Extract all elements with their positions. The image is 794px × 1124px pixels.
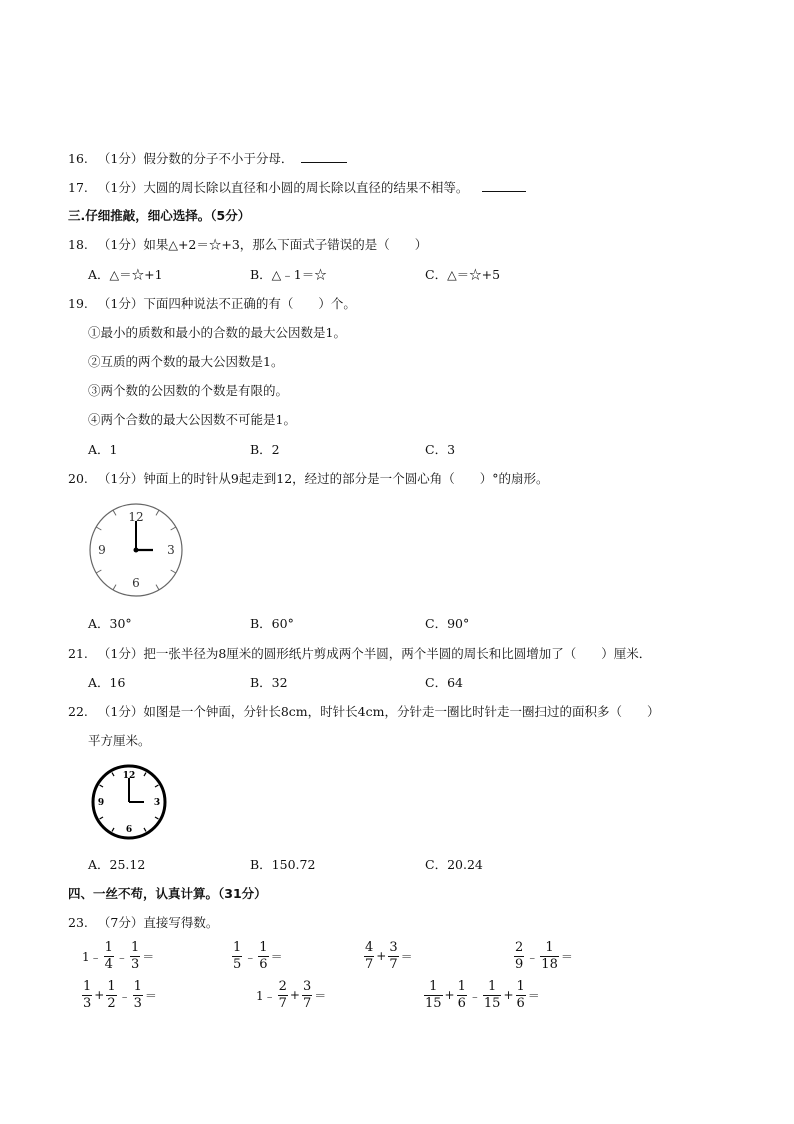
clock-label-12: 12 [128, 510, 144, 524]
q18-option-a[interactable]: A．△＝☆+1 [88, 267, 163, 282]
q19-option-c[interactable]: C．3 [425, 442, 456, 457]
question-16 [68, 152, 347, 166]
calc-expression-2: $\frac{1}{5}$ ﹣ $\frac{1}{6}$ ＝ [233, 940, 283, 972]
clock-tick [144, 773, 146, 776]
question-number: 21. [68, 646, 88, 661]
calc-expression-1: 1﹣ $\frac{1}{4}$ ﹣ $\frac{1}{3}$ ＝ [82, 940, 155, 972]
clock-label-12: 12 [122, 771, 136, 781]
question-text: （1分）下面四种说法不正确的有（ ）个。 [97, 296, 356, 311]
clock-tick [113, 585, 116, 590]
section-4-title: 四、一丝不苟，认真计算。（31分） [68, 886, 267, 901]
question-text: （1分）如果△+2＝☆+3，那么下面式子错误的是（ ） [97, 237, 428, 252]
question-17 [68, 181, 526, 195]
clock-label-3: 3 [167, 543, 175, 557]
fraction: $\frac{1}{18}$ [541, 940, 558, 972]
fraction: $\frac{1}{3}$ [130, 940, 140, 972]
question-number: 18. [68, 237, 88, 252]
fraction: $\frac{3}{7}$ [302, 979, 312, 1011]
fraction: $\frac{1}{15}$ [483, 979, 501, 1011]
clock-label-6: 6 [125, 825, 133, 835]
fraction: $\frac{1}{5}$ [233, 940, 242, 972]
question-21 [68, 648, 651, 661]
answer-blank[interactable] [301, 152, 347, 163]
question-text: （1分）钟面上的时针从9起走到12，经过的部分是一个圆心角（ ）°的扇形。 [97, 471, 549, 486]
q20-option-a[interactable]: A．30° [88, 616, 132, 631]
q18-option-b[interactable]: B．△﹣1＝☆ [250, 267, 327, 282]
q22-option-a[interactable]: A．25.12 [88, 857, 146, 872]
q19-statement-3: ③两个数的公因数的个数是有限的。 [88, 383, 289, 398]
question-23 [68, 917, 218, 930]
question-18 [68, 239, 427, 252]
question-number: 22. [68, 704, 88, 719]
clock-tick [113, 510, 116, 515]
clock-tick [156, 510, 159, 515]
fraction: $\frac{1}{15}$ [425, 979, 442, 1011]
clock-tick [112, 773, 114, 776]
fraction: $\frac{1}{3}$ [83, 979, 92, 1011]
question-text: （1分）大圆的周长除以直径和小圆的周长除以直径的结果不相等。 [97, 180, 469, 195]
fraction: $\frac{1}{6}$ [516, 979, 525, 1011]
q18-option-c[interactable]: C．△＝☆+5 [425, 267, 501, 282]
q19-option-a[interactable]: A．1 [88, 442, 118, 457]
q21-option-b[interactable]: B．32 [250, 675, 288, 690]
clock-tick [112, 828, 114, 831]
question-number: 17. [68, 180, 88, 195]
fraction: $\frac{1}{3}$ [133, 979, 142, 1011]
fraction: $\frac{3}{7}$ [389, 940, 398, 972]
clock-tick [144, 828, 146, 831]
clock-tick [171, 527, 176, 530]
question-22 [68, 706, 659, 719]
q21-option-c[interactable]: C．64 [425, 675, 463, 690]
question-text: （1分）如图是一个钟面，分针长8cm，时针长4cm，分针走一圈比时针走一圈扫过的面积多（ ） [97, 704, 660, 719]
clock-tick [96, 527, 101, 530]
clock-label-9: 9 [98, 543, 106, 557]
clock-tick [155, 817, 158, 819]
fraction: $\frac{1}{4}$ [104, 940, 113, 972]
clock-label-9: 9 [97, 798, 105, 808]
clock-tick [155, 785, 158, 787]
fraction: $\frac{1}{6}$ [259, 940, 268, 972]
clock-tick [171, 570, 176, 573]
question-text: （7分）直接写得数。 [97, 915, 219, 930]
clock-tick [100, 785, 103, 787]
question-22-continued: 平方厘米。 [88, 733, 151, 748]
answer-blank[interactable] [482, 181, 526, 192]
question-number: 20. [68, 471, 88, 486]
fraction: $\frac{1}{2}$ [107, 979, 116, 1011]
calc-expression-3: $\frac{4}{7}$ + $\frac{3}{7}$ ＝ [365, 940, 413, 972]
question-number: 23. [68, 915, 88, 930]
q19-option-b[interactable]: B．2 [250, 442, 280, 457]
clock-figure-1 [86, 501, 186, 601]
q19-statement-2: ②互质的两个数的最大公因数是1。 [88, 354, 284, 369]
section-3-title: 三.仔细推敲，细心选择。（5分） [68, 208, 251, 223]
q22-option-c[interactable]: C．20.24 [425, 857, 483, 872]
fraction: $\frac{2}{7}$ [278, 979, 287, 1011]
calc-expression-5: $\frac{1}{3}$ + $\frac{1}{2}$ ﹣ $\frac{1}{3}$ ＝ [83, 979, 157, 1011]
calc-expression-7: $\frac{1}{15}$ + $\frac{1}{6}$ ﹣ $\frac{1}{15}$ + $\frac{1}{6}$ ＝ [425, 979, 540, 1011]
clock-label-6: 6 [132, 576, 140, 590]
q20-option-b[interactable]: B．60° [250, 616, 294, 631]
question-text: （1分）把一张半径为8厘米的圆形纸片剪成两个半圆，两个半圆的周长和比圆增加了（ ）厘米． [97, 646, 652, 661]
question-20 [68, 473, 548, 486]
fraction: $\frac{1}{6}$ [457, 979, 466, 1011]
question-number: 16. [68, 151, 88, 166]
q20-option-c[interactable]: C．90° [425, 616, 470, 631]
question-19 [68, 298, 356, 311]
clock-center [134, 548, 139, 553]
fraction: $\frac{4}{7}$ [365, 940, 374, 972]
q21-option-a[interactable]: A．16 [88, 675, 126, 690]
question-text: （1分）假分数的分子不小于分母． [97, 151, 294, 166]
q19-statement-4: ④两个合数的最大公因数不可能是1。 [88, 412, 296, 427]
clock-tick [100, 817, 103, 819]
clock-tick [156, 585, 159, 590]
clock-figure-2 [89, 763, 169, 843]
calc-expression-6: 1﹣ $\frac{2}{7}$ + $\frac{3}{7}$ ＝ [256, 979, 327, 1011]
clock-label-3: 3 [153, 798, 161, 808]
q19-statement-1: ①最小的质数和最小的合数的最大公因数是1。 [88, 325, 346, 340]
fraction: $\frac{2}{9}$ [515, 940, 524, 972]
clock-tick [96, 570, 101, 573]
calc-expression-4: $\frac{2}{9}$ ﹣ $\frac{1}{18}$ ＝ [515, 940, 573, 972]
question-number: 19. [68, 296, 88, 311]
q22-option-b[interactable]: B．150.72 [250, 857, 316, 872]
